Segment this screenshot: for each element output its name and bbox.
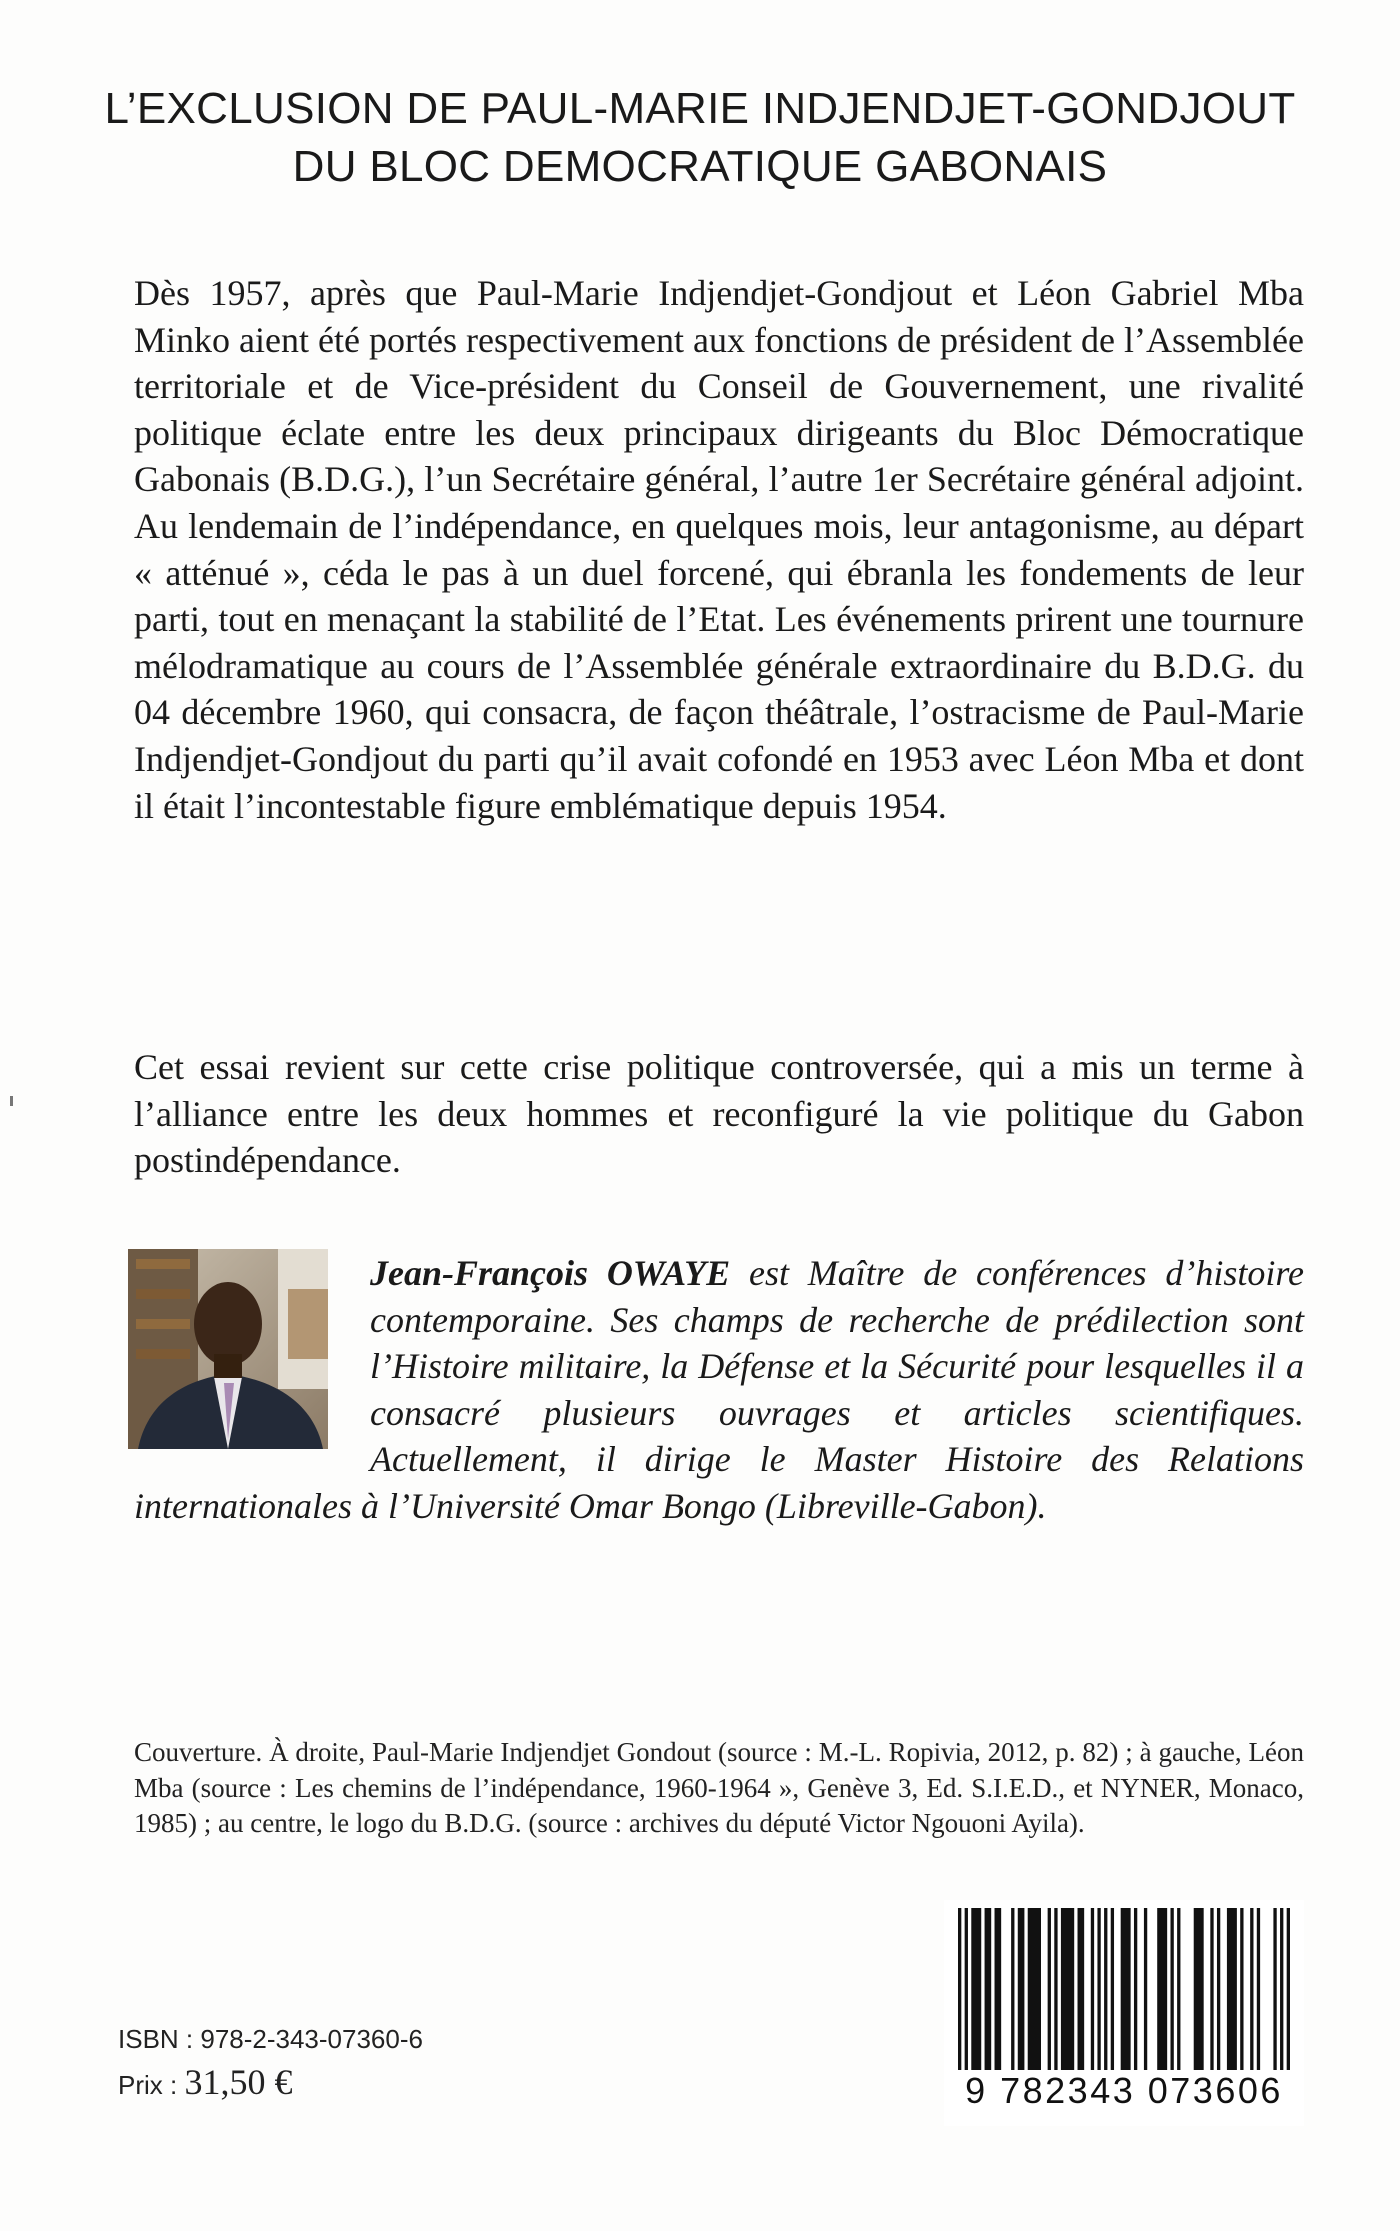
barcode-bar (1257, 1908, 1260, 2070)
barcode-bar (1240, 1908, 1243, 2070)
barcode-bar (958, 1908, 961, 2070)
barcode-bar (1011, 1908, 1014, 2070)
author-photo (128, 1249, 328, 1449)
barcode-bar (971, 1908, 981, 2070)
barcode-bar (1273, 1908, 1276, 2070)
barcode-bar (1144, 1908, 1147, 2070)
barcode-bar (1018, 1908, 1025, 2070)
book-title (100, 80, 1300, 196)
barcode-bar (985, 1908, 992, 2070)
barcode-bar (1194, 1908, 1204, 2070)
cover-credits: Couverture. À droite, Paul-Marie Indjendjet Gondout (source : M.-L. Ropivia, 2012, p. 82) ; à gauche, Léon Mba (source : Les chemins de l’indépendance, 1960-1964 », Genève 3, Ed. S.I.E.D., et NYNER, Monaco, 1985) ; au centre, le logo du B.D.G. (source : archives du député Victor Ngouoni Ayila). (134, 1737, 1304, 1838)
barcode-bar (1104, 1908, 1107, 2070)
isbn: ISBN : 978-2-343-07360-6 (118, 2024, 423, 2054)
barcode-bar (1287, 1908, 1290, 2070)
barcode-bar (1250, 1908, 1253, 2070)
barcode-bar (1091, 1908, 1094, 2070)
barcode-bar (1061, 1908, 1074, 2070)
barcode-bar (1111, 1908, 1114, 2070)
barcode-bar (1227, 1908, 1237, 2070)
summary-paragraph-1: Dès 1957, après que Paul-Marie Indjendjet-Gondjout et Léon Gabriel Mba Minko aient été portés respectivement aux fonctions de président de l’Assemblée territoriale et de Vice-président du Conseil de Gouvernement, une rivalité politique éclate entre les deux principaux dirigeants du Bloc Démocratique Gabonais (B.D.G.), l’un Secrétaire général, l’autre 1er Secrétaire général adjoint. Au lendemain de l’indépendance, en quelques mois, leur antagonisme, au départ « atténué », céda le pas à un duel forcené, qui ébranla les fondements de leur parti, tout en menaçant la stabilité de l’Etat. Les événements prirent une tournure mélodramatique au cours de l’Assemblée générale extraordinaire du B.D.G. du 04 décembre 1960, qui consacra, de façon théâtrale, l’ostracisme de Paul-Marie Indjendjet-Gondjout du parti qu’il avait cofondé en 1953 avec Léon Mba et dont il était l’incontestable figure emblématique depuis 1954. (134, 273, 1304, 826)
author-name: Jean-François OWAYE (370, 1253, 731, 1293)
barcode-bar (1121, 1908, 1131, 2070)
barcode-bar (1134, 1908, 1137, 2070)
title-line-2: DU BLOC DEMOCRATIQUE GABONAIS (292, 142, 1108, 191)
barcode-bar (965, 1908, 968, 2070)
price-amount: 31,50 € (184, 2062, 293, 2102)
barcode-bar (995, 1908, 1002, 2070)
barcode-bar (1054, 1908, 1057, 2070)
barcode-bar (1157, 1908, 1167, 2070)
barcode-bars (958, 1908, 1290, 2070)
barcode-digits: 9 782343 073606 (965, 2070, 1283, 2111)
barcode-bar (1048, 1908, 1051, 2070)
price-label: Prix : (118, 2070, 178, 2100)
barcode-bar (1217, 1908, 1220, 2070)
barcode-bar (1028, 1908, 1041, 2070)
price (118, 2062, 292, 2105)
barcode-bar (1210, 1908, 1213, 2070)
edge-mark (10, 1096, 13, 1106)
barcode-bar (1170, 1908, 1173, 2070)
author-bio-text: est Maître de conférences d’histoire contemporaine. Ses champs de recherche de prédilection sont l’Histoire militaire, la Défense et la Sécurité pour lesquelles il a consacré plusieurs ouvrages et articles scientifiques. Actuellement, il dirige le Master Histoire des Relations internationales à l’Université Omar Bongo (Libreville-Gabon). (134, 1253, 1304, 1526)
summary-paragraph-2: Cet essai revient sur cette crise politique controversée, qui a mis un terme à l’alliance entre les deux hommes et reconfiguré la vie politique du Gabon postindépendance. (134, 1047, 1304, 1181)
title-line-1: L’EXCLUSION DE PAUL-MARIE INDJENDJET-GONDJOUT (104, 84, 1296, 133)
barcode-bar (1177, 1908, 1180, 2070)
barcode-bar (1097, 1908, 1100, 2070)
barcode-bar (1078, 1908, 1085, 2070)
barcode-bar (1280, 1908, 1283, 2070)
barcode (944, 1900, 1304, 2126)
